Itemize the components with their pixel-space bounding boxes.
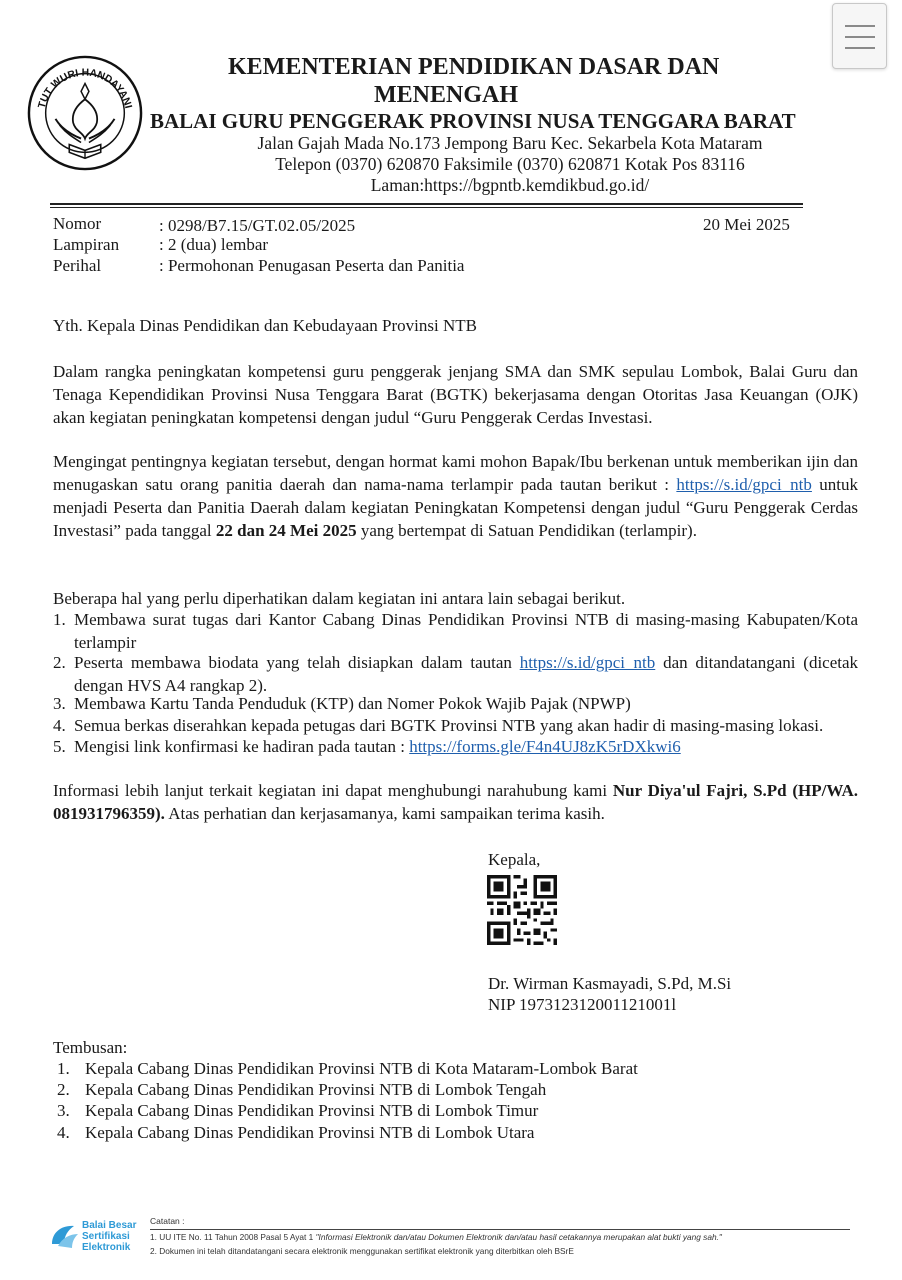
closing-paragraph: Informasi lebih lanjut terkait kegiatan ini dapat menghubungi narahubung kami Nur Diya'ul Fajri, S.Pd (HP/WA. 081931796359). Atas perhatian dan kerjasamanya, kami sampaikan terima kasih. bbox=[53, 781, 859, 823]
biodata-link[interactable]: https://s.id/gpci_ntb bbox=[519, 653, 656, 672]
gpci-link[interactable]: https://s.id/gpci_ntb bbox=[676, 475, 812, 494]
letter-date: 20 Mei 2025 bbox=[703, 215, 790, 234]
footer-note-2: 2. Dokumen ini telah ditandatangani secara elektronik menggunakan sertifikat elektronik yang diterbitkan oleh BSrE bbox=[150, 1246, 574, 1256]
recipient: Yth. Kepala Dinas Pendidikan dan Kebudayaan Provinsi NTB bbox=[53, 316, 477, 335]
paragraph-request: Mengingat pentingnya kegiatan tersebut, dengan hormat kami mohon Bapak/Ibu berkenan untuk memberikan ijin dan menugaskan satu orang panitia daerah dan nama-nama terlampir pada tautan berikut : https://s.id/gpci_ntb untuk menjadi Peserta dan Panitia Daerah dalam kegiatan Peningkatan Kompetensi dengan judul “Guru Penggerak Cerdas Investasi” pada tanggal 22 dan 24 Mei 2025 yang bertempat di Satuan Pendidikan (terlampir). bbox=[53, 452, 858, 540]
list-item: 5. Mengisi link konfirmasi ke hadiran pada tautan : https://forms.gle/F4n4UJ8zK5rDXkwi6 bbox=[53, 737, 681, 756]
hamburger-icon-line bbox=[845, 36, 875, 38]
qr-code-signature bbox=[487, 875, 557, 945]
lampiran-label: Lampiran bbox=[53, 235, 120, 254]
bsre-logo-icon bbox=[48, 1222, 80, 1250]
header-divider-thin bbox=[50, 207, 803, 208]
nomor-value: : 0298/B7.15/GT.02.05/2025 bbox=[159, 216, 356, 235]
list-item: 3. Membawa Kartu Tanda Penduduk (KTP) dan Nomer Pokok Wajib Pajak (NPWP) bbox=[53, 694, 631, 713]
address: Jalan Gajah Mada No.173 Jempong Baru Kec. Sekarbela Kota Mataram bbox=[257, 133, 763, 153]
ministry-line-1: KEMENTERIAN PENDIDIKAN DASAR DAN bbox=[228, 54, 720, 80]
signatory-nip: NIP 197312312001121001l bbox=[488, 995, 677, 1014]
header-divider-thick bbox=[50, 203, 803, 205]
tut-wuri-handayani-logo bbox=[26, 54, 144, 172]
confirmation-form-link[interactable]: https://forms.gle/F4n4UJ8zK5rDXkwi6 bbox=[409, 737, 681, 756]
list-item: 2. Peserta membawa biodata yang telah disiapkan dalam tautan https://s.id/gpci_ntb dan ditandatangani (dicetak dengan HVS A4 rangkap 2). bbox=[53, 653, 859, 695]
tembusan-item: 1. Kepala Cabang Dinas Pendidikan Provinsi NTB di Kota Mataram-Lombok Barat bbox=[57, 1059, 638, 1078]
signatory-name: Dr. Wirman Kasmayadi, S.Pd, M.Si bbox=[488, 974, 732, 993]
bsre-name: Balai Besar Sertifikasi Elektronik bbox=[82, 1220, 137, 1253]
perihal-value: : Permohonan Penugasan Peserta dan Panitia bbox=[159, 256, 465, 275]
event-dates: 22 dan 24 Mei 2025 bbox=[215, 521, 357, 540]
list-item: 1. Membawa surat tugas dari Kantor Cabang Dinas Pendidikan Provinsi NTB di masing-masing Kabupaten/Kota terlampir bbox=[53, 610, 858, 652]
tembusan-item: 3. Kepala Cabang Dinas Pendidikan Provinsi NTB di Lombok Timur bbox=[57, 1101, 539, 1120]
list-item: 4. Semua berkas diserahkan kepada petugas dari BGTK Provinsi NTB yang akan hadir di masing-masing lokasi. bbox=[53, 716, 824, 735]
website-line: Laman:https://bgpntb.kemdikbud.go.id/ bbox=[370, 175, 650, 195]
phone-line: Telepon (0370) 620870 Faksimile (0370) 620871 Kotak Pos 83116 bbox=[275, 154, 745, 174]
tembusan-item: 2. Kepala Cabang Dinas Pendidikan Provinsi NTB di Lombok Tengah bbox=[57, 1080, 547, 1099]
footer-note-1: 1. UU ITE No. 11 Tahun 2008 Pasal 5 Ayat 1 "Informasi Elektronik dan/atau Dokumen Elektronik dan/atau hasil cetakannya merupakan alat bukti yang sah." bbox=[150, 1232, 722, 1242]
nomor-label: Nomor bbox=[53, 214, 102, 233]
signature-title: Kepala, bbox=[488, 850, 541, 869]
ministry-line-2: MENENGAH bbox=[374, 82, 518, 108]
footer-divider bbox=[150, 1229, 850, 1230]
contact-name: Nur Diya'ul Fajri, S.Pd bbox=[612, 781, 787, 800]
contact-phone: (HP/WA. 081931796359). bbox=[53, 781, 859, 823]
menu-button[interactable] bbox=[832, 3, 887, 69]
lampiran-value: : 2 (dua) lembar bbox=[159, 235, 269, 254]
paragraph-intro: Dalam rangka peningkatan kompetensi guru penggerak jenjang SMA dan SMK sepulau Lombok, Balai Guru dan Tenaga Kependidikan Provinsi Nusa Tenggara Barat (BGTK) bekerjasama dengan Otoritas Jasa Keuangan (OJK) akan kegiatan peningkatan kompetensi dengan judul “Guru Penggerak Cerdas Investasi. bbox=[53, 362, 858, 427]
catatan-label: Catatan : bbox=[150, 1216, 185, 1226]
list-intro: Beberapa hal yang perlu diperhatikan dalam kegiatan ini antara lain sebagai berikut. bbox=[53, 589, 626, 608]
svg-text:TUT WURI HANDAYANI: TUT WURI HANDAYANI bbox=[36, 67, 134, 110]
hamburger-icon-line bbox=[845, 47, 875, 49]
hamburger-icon-line bbox=[845, 25, 875, 27]
perihal-label: Perihal bbox=[53, 256, 102, 275]
institution-name: BALAI GURU PENGGERAK PROVINSI NUSA TENGGARA BARAT bbox=[150, 109, 796, 133]
tembusan-item: 4. Kepala Cabang Dinas Pendidikan Provinsi NTB di Lombok Utara bbox=[57, 1123, 535, 1142]
tembusan-label: Tembusan: bbox=[53, 1038, 128, 1057]
